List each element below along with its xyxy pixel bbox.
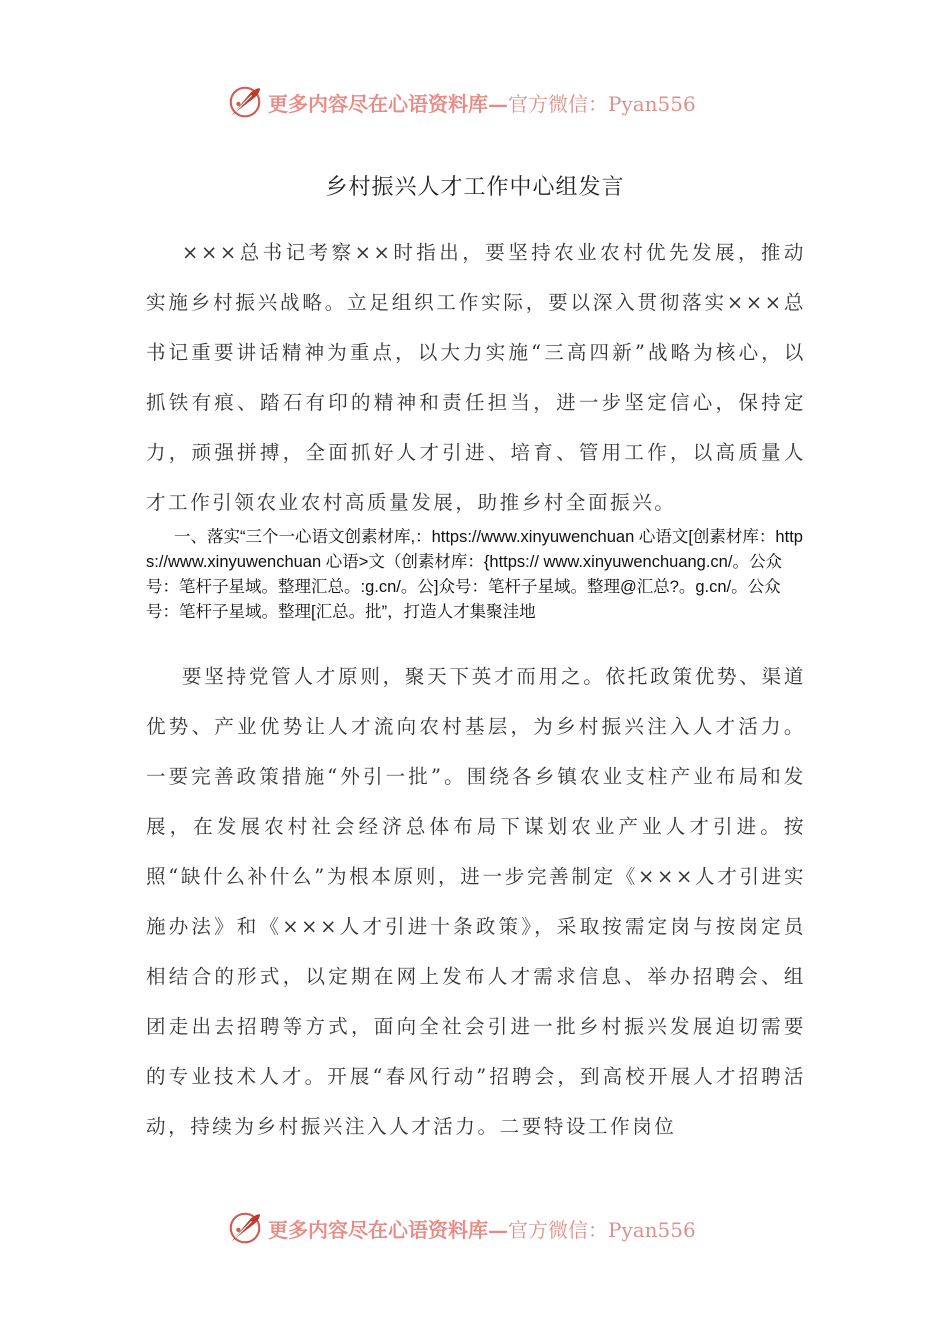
header-banner [226, 82, 696, 122]
quill-logo-icon [226, 83, 264, 121]
quill-logo-icon [226, 1209, 264, 1247]
paragraph-body: 要坚持党管人才原则，聚天下英才而用之。依托政策优势、渠道优势、产业优势让人才流向农村基层，为乡村振兴注入人才活力。一要完善政策措施“外引一批”。围绕各乡镇农业支柱产业布局和发展，在发展农村社会经济总体布局下谋划农业产业人才引进。按照“缺什么补什么”为根本原则，进一步完善制定《×××人才引进实施办法》和《×××人才引进十条政策》，采取按需定岗与按岗定员相结合的形式，以定期在网上发布人才需求信息、举办招聘会、组团走出去招聘等方式，面向全社会引进一批乡村振兴发展迫切需要的专业技术人才。开展“春风行动”招聘会，到高校开展人才招聘活动，持续为乡村振兴注入人才活力。二要特设工作岗位 [146, 665, 806, 1138]
footer-banner [226, 1208, 696, 1248]
paragraph-intro: ×××总书记考察××时指出，要坚持农业农村优先发展，推动实施乡村振兴战略。立足组织工作实际，要以深入贯彻落实×××总书记重要讲话精神为重点，以大力实施“三高四新”战略为核心，以抓铁有痕、踏石有印的精神和责任担当，进一步坚定信心，保持定力，顽强拼搏，全面抓好人才引进、培育、管用工作，以高质量人才工作引领农业农村高质量发展，助推乡村全面振兴。 [146, 241, 806, 514]
banner-text: 更多内容尽在心语资料库—官方微信：Pyan556 [268, 1217, 696, 1242]
section-heading-1: 一、落实“三个一心语文创素材库,：https://www.xinyuwenchuan 心语文[创素材库：https://www.xinyuwenchuan 心语>文（创素材库：{https:// www.xinyuwenchuang.cn/。公众号：笔杆子星域。整理汇总。:g.cn/。公]众号：笔杆子星域。整理@汇总?。g.cn/。公众号：笔杆子星域。整理[汇总。批”，打造人才集聚洼地 [146, 528, 803, 621]
banner-text: 更多内容尽在心语资料库—官方微信：Pyan556 [268, 91, 696, 116]
document-title: 乡村振兴人才工作中心组发言 [325, 175, 625, 200]
